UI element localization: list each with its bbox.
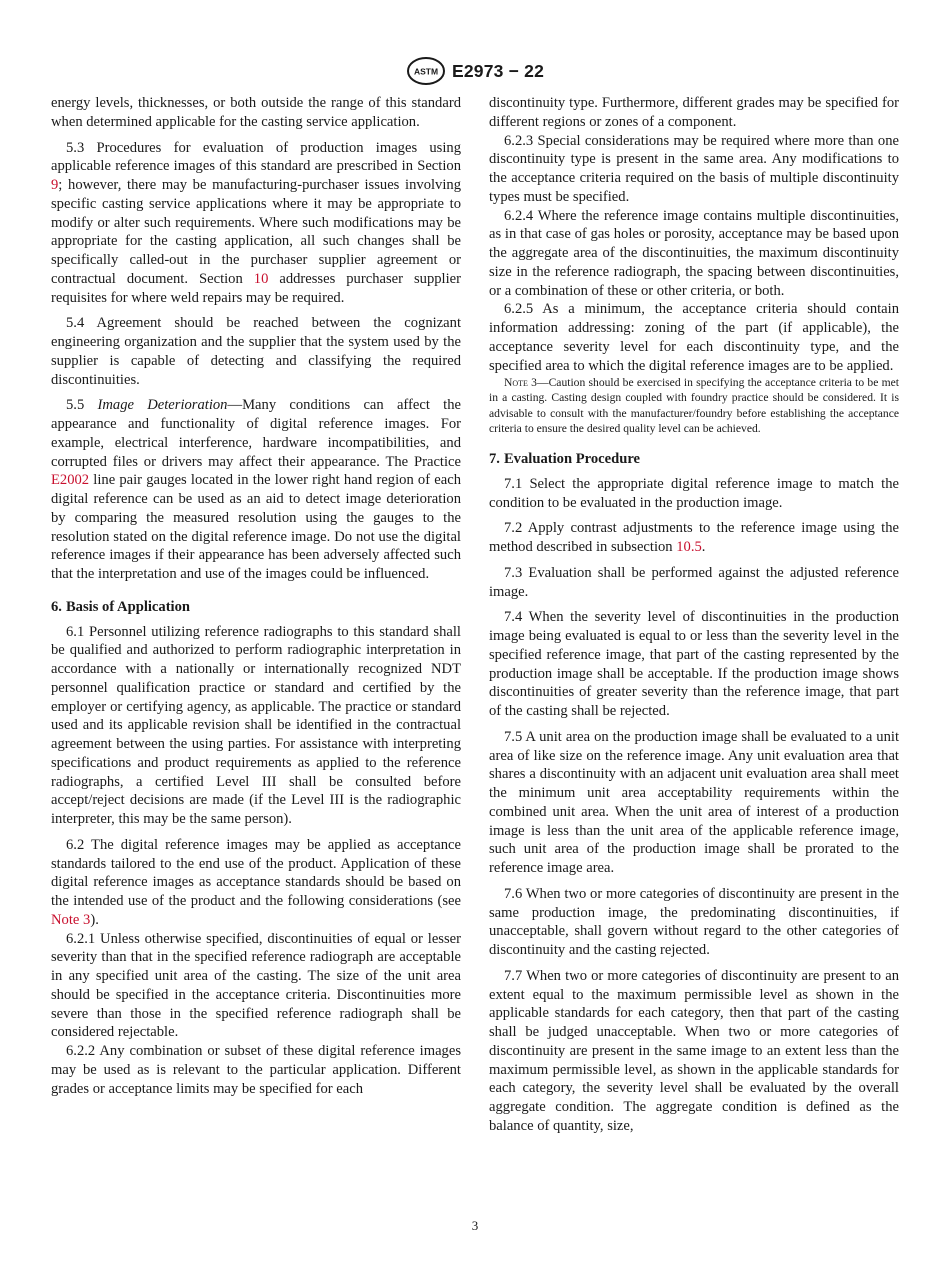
paragraph-5-4: 5.4 Agreement should be reached between the cognizant engineering organization and the supplier that the system used by the supplier is capable of detecting and classifying the required discontinuities.	[51, 315, 461, 388]
paragraph-7-2: 7.2 Apply contrast adjustments to the reference image using the method described in subsection 10.5.	[489, 520, 899, 556]
paragraph-7-7: 7.7 When two or more categories of discontinuity are present to an extent equal to the maximum permissible level as shown in the applicable standards for each category, then that part of the casting shall be judged unacceptable. When two or more categories of discontinuity are present in the same image to an extent less than the maximum permissible level, as shown in the applicable standards for each category, the severity level shall be evaluated by the overall aggregate condition. The aggregate condition is defined as the balance of quantity, size,	[489, 967, 899, 1134]
paragraph-continued: discontinuity type. Furthermore, different grades may be specified for different regions or zones of a component.	[489, 95, 899, 130]
right-column	[489, 94, 899, 1136]
page-header	[0, 54, 950, 88]
paragraph-6-2-3: 6.2.3 Special considerations may be required where more than one discontinuity type is present in the same area. Any modifications to the acceptance criteria required on the basis of multiple discontinuity types must be specified.	[489, 132, 899, 205]
paragraph-continued: energy levels, thicknesses, or both outside the range of this standard when determined applicable for the casting service application.	[51, 95, 461, 130]
paragraph-6-2-4: 6.2.4 Where the reference image contains multiple discontinuities, as in that case of gas holes or porosity, acceptance may be based upon the aggregate area of the discontinuities, the maximum discontinuity size in the reference radiograph, the spacing between discontinuities, or a combination of these or other criteria, or both.	[489, 207, 899, 299]
note-3: Note 3—Caution should be exercised in specifying the acceptance criteria to be met in a casting. Casting design coupled with foundry practice should be considered. It is advisable to consult with the manufacturer/foundry before establishing the acceptance criteria to ensure the desired quality level can be achieved.	[489, 376, 899, 435]
link-section-9[interactable]: 9	[51, 177, 59, 193]
paragraph-7-5: 7.5 A unit area on the production image shall be evaluated to a unit area of like size on the reference image. Any unit evaluation area that shares a discontinuity with an adjacent unit evaluation area shall meet the minimum unit area acceptability requirements within the combined unit area. When the unit area of interest of a production image is less than the unit area of the applicable reference image, such unit area of the production image shall be prorated to the reference image area.	[489, 728, 899, 877]
link-10-5[interactable]: 10.5	[676, 539, 702, 556]
paragraph-6-2-1: 6.2.1 Unless otherwise specified, discontinuities of equal or lesser severity than that in the specified reference radiograph are acceptable in any specified unit area of the casting. The size of the unit area should be specified in the acceptance criteria. Discontinuities more severe than those in the specified reference radiograph shall be considered rejectable.	[51, 930, 461, 1041]
note-3-label: Note 3	[504, 376, 537, 390]
paragraph-5-3: 5.3 Procedures for evaluation of production images using applicable reference images of this standard are prescribed in Section 9; however, there may be manufacturing-purchaser issues involving specific casting service applications where it may be appropriate to modify or alter such requirements. Where such modifications may be appropriate for the casting application, all such changes shall be specifically called-out in the purchaser supplier agreement or contractual document. Section 10 addresses purchaser supplier requisites for where weld repairs may be required.	[51, 139, 461, 306]
paragraph-5-5: 5.5 Image Deterioration—Many conditions can affect the appearance and functionality of digital reference images. For example, electrical interference, hardware incompatibilities, and corrupted files or drivers may affect their appearance. The Practice E2002 line pair gauges located in the lower right hand region of each digital reference can be used as an aid to detect image deterioration by comparing the measured resolution using the gauges to the resolution stated on the digital reference image. Do not use the digital reference images if their appearance has been adversely affected such that the interpretation and use of the images could be influenced.	[51, 397, 461, 582]
left-column	[51, 94, 461, 1098]
section-heading-6: 6. Basis of Application	[51, 598, 191, 615]
link-section-10[interactable]: 10	[253, 270, 269, 287]
section-heading-7: 7. Evaluation Procedure	[489, 451, 641, 468]
paragraph-7-6: 7.6 When two or more categories of discontinuity are present in the same production image, the predominating discontinuities, if unacceptable, shall govern without regard to the other categories of discontinuity and the casting rejected.	[489, 885, 899, 959]
paragraph-5-5-title: Image Deterioration	[97, 397, 228, 414]
paragraph-6-1: 6.1 Personnel utilizing reference radiographs to this standard shall be qualified and authorized to perform radiographic interpretation in accordance with a nationally or internationally recognized NDT personnel qualification practice or standard and certified by the employer or certifying agency, as applicable. The practice or standard used and its applicable revision shall be identified in the contractual agreement between the using parties. For assistance with interpreting specifications and product requirements as applied to the reference radiographs, a certified Level III shall be consulted before accept/reject decisions are made (if the Level III is the radiographic interpreter, this may be the same person).	[51, 623, 461, 827]
paragraph-7-4: 7.4 When the severity level of discontinuities in the production image being evaluated is equal to or less than the severity level in the specified reference image, that part of the casting represented by the production image shall be acceptable. If the production image shows discontinuities of greater severity than the reference image, that part of the casting shall be rejected.	[489, 609, 899, 720]
astm-logo-icon	[406, 56, 446, 86]
paragraph-6-2: 6.2 The digital reference images may be applied as acceptance standards tailored to the end use of the product. Application of these digital reference images as acceptance standards should be based on the intended use of the product and the following considerations (see Note 3).	[51, 836, 461, 928]
paragraph-7-1: 7.1 Select the appropriate digital reference image to match the condition to be evaluated in the production image.	[489, 475, 899, 511]
page-number: 3	[471, 1218, 479, 1233]
link-note-3[interactable]: Note 3	[51, 911, 91, 928]
link-e2002[interactable]: E2002	[51, 472, 90, 489]
paragraph-6-2-2: 6.2.2 Any combination or subset of these digital reference images may be used as is relevant to the particular application. Different grades or acceptance limits may be specified for each	[51, 1043, 461, 1097]
paragraph-7-3: 7.3 Evaluation shall be performed against the adjusted reference image.	[489, 564, 899, 600]
paragraph-6-2-5: 6.2.5 As a minimum, the acceptance criteria should contain information addressing: zoning of the part (if applicable), the acceptance severity level for each discontinuity type, and the specified area to which the digital reference images are to be applied.	[489, 301, 899, 374]
astm-logo-text: ASTM	[413, 66, 439, 77]
standard-designation: E2973 − 22	[451, 60, 544, 81]
